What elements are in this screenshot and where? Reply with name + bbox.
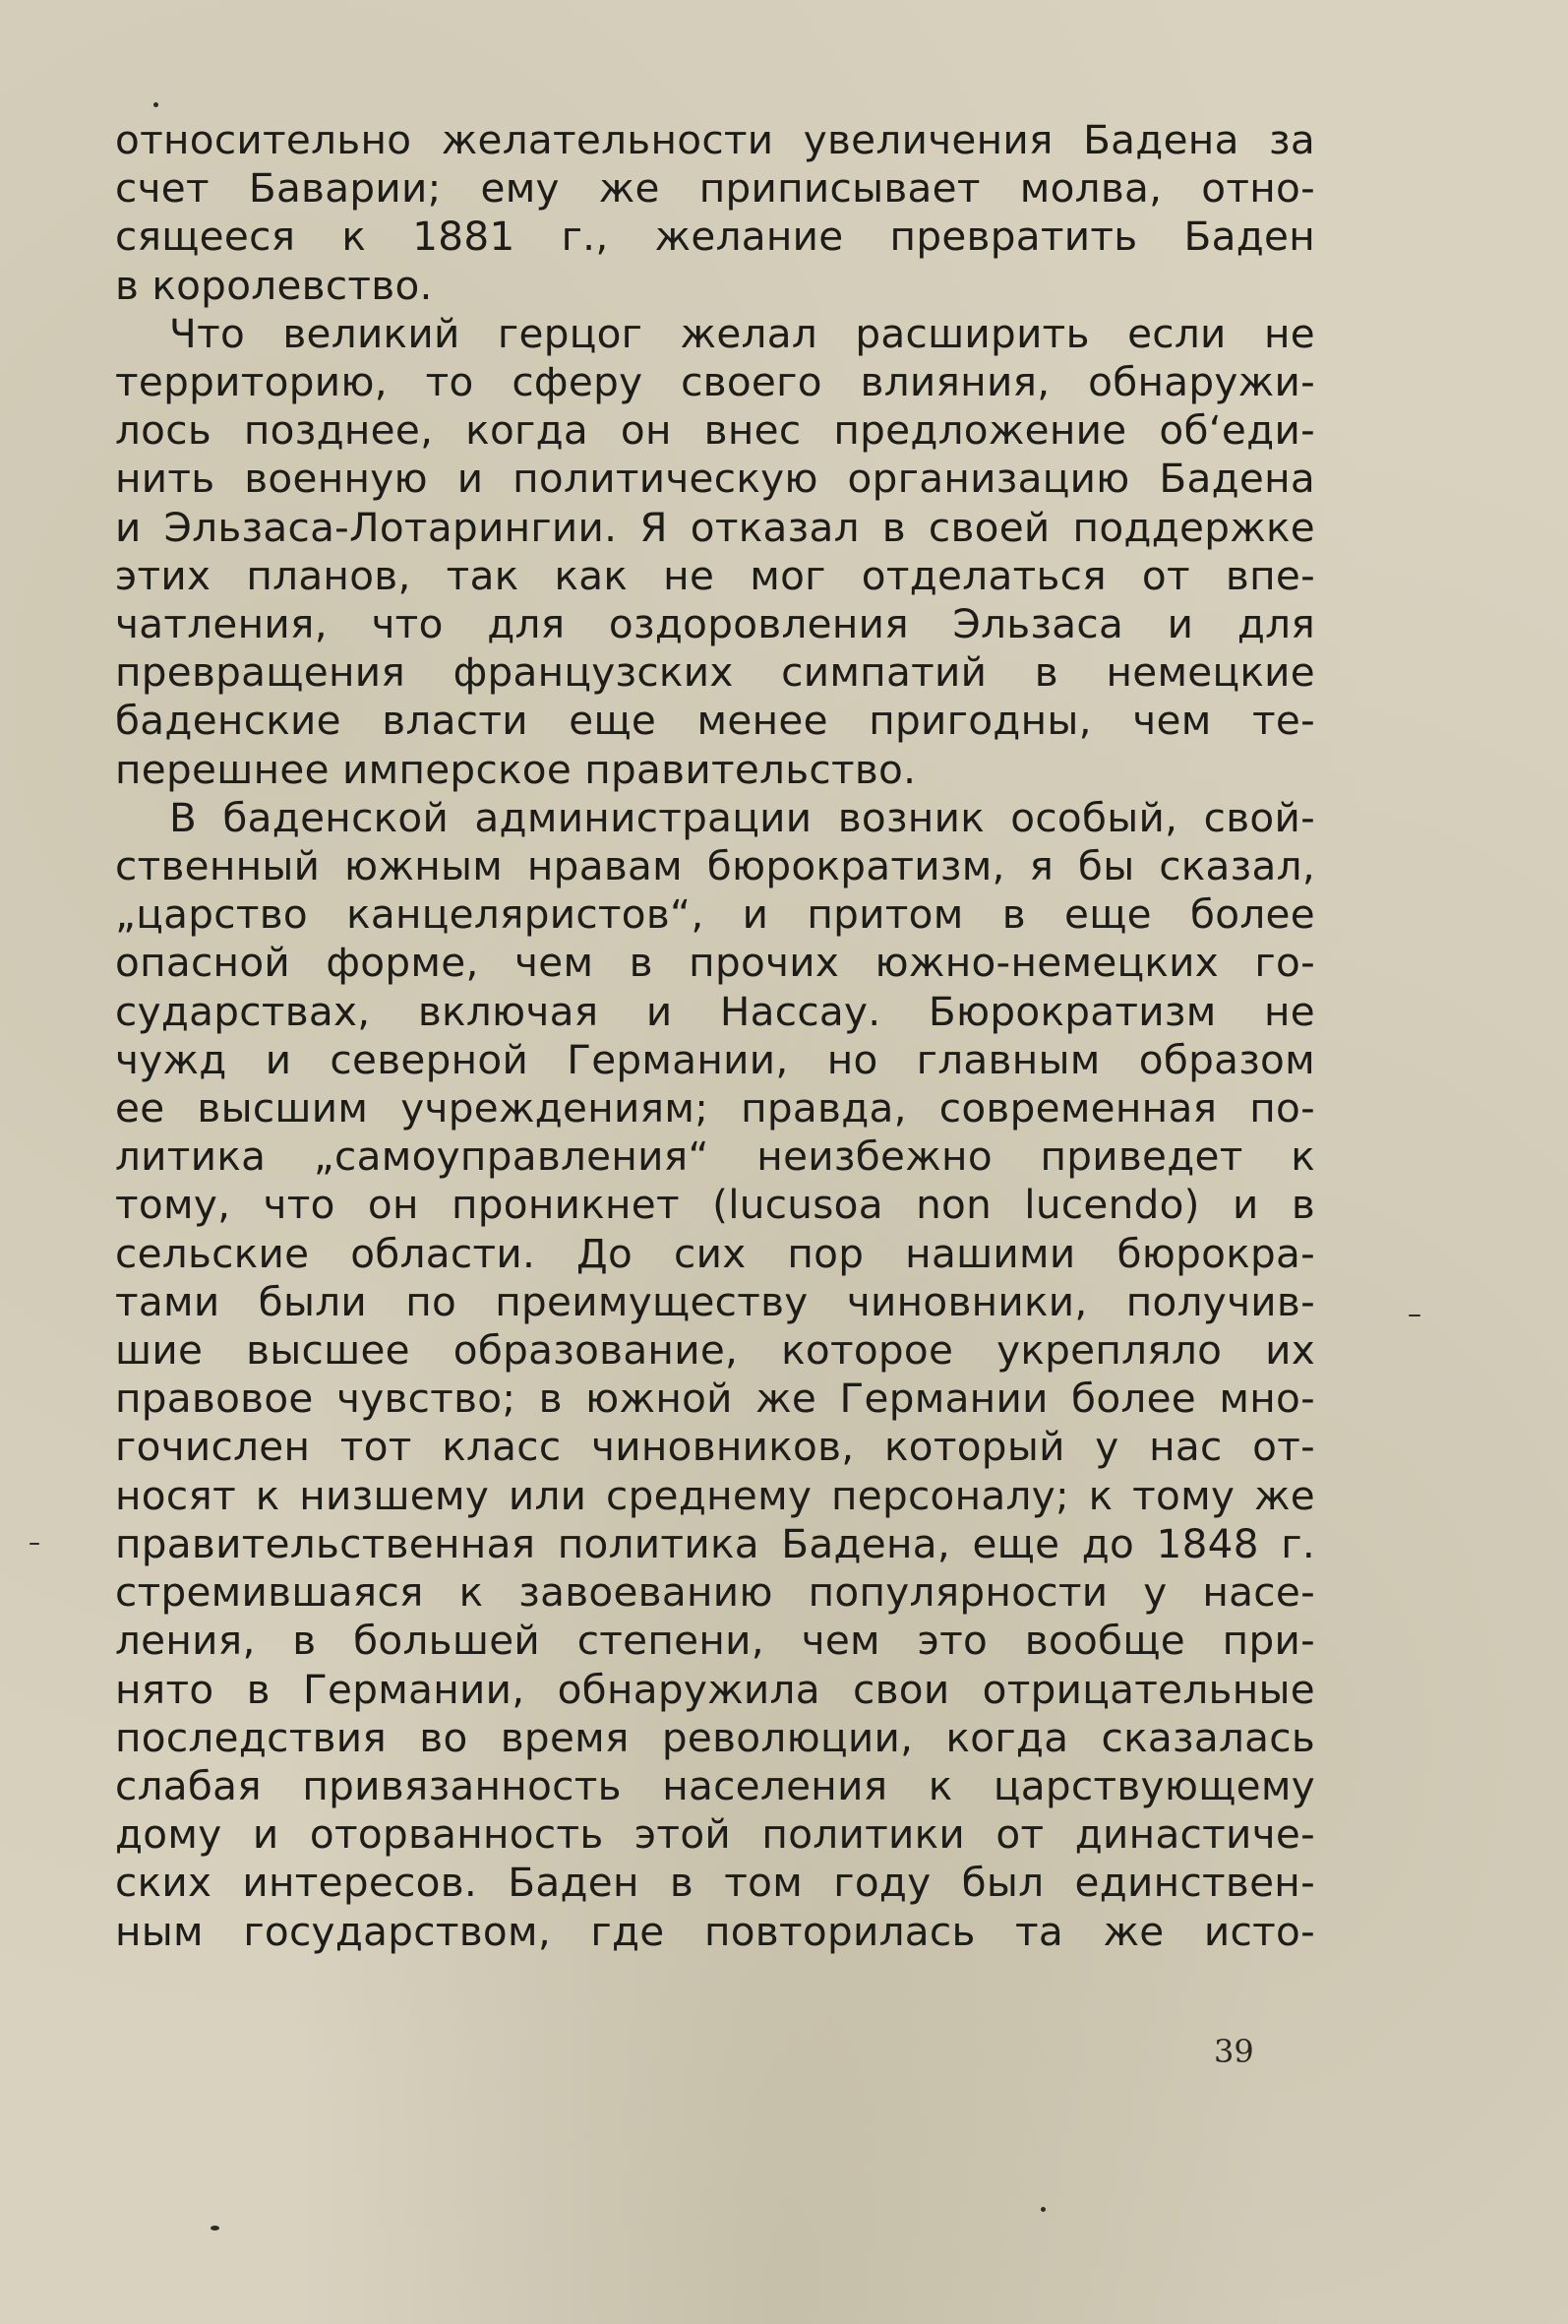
paper-speck [211,2226,219,2231]
text-line: шие высшее образование, которое укрепляло их [115,1326,1315,1375]
text-line: ственный южным нравам бюрократизм, я бы сказал, [115,842,1315,890]
body-text [115,116,1315,1956]
text-line: и Эльзаса-Лотарингии. Я отказал в своей поддержке [115,503,1315,551]
text-line: лось позднее, когда он внес предложение об‘еди- [115,406,1315,455]
text-line: сельские области. До сих пор нашими бюрокра- [115,1229,1315,1277]
text-line: чужд и северной Германии, но главным образом [115,1035,1315,1083]
text-line: нить военную и политическую организацию Бадена [115,455,1315,503]
paper-speck [30,1543,39,1545]
text-line: носят к низшему или среднему персоналу; к тому же [115,1471,1315,1519]
text-line: тому, что он проникнет (lucusoa non lucendo) и в [115,1181,1315,1229]
text-line: счет Баварии; ему же приписывает молва, отно- [115,164,1315,213]
text-line: ских интересов. Баден в том году был единствен- [115,1859,1315,1907]
text-line: чатления, что для оздоровления Эльзаса и для [115,600,1315,648]
text-line: этих планов, так как не мог отделаться от впе- [115,551,1315,599]
text-line: В баденской администрации возник особый, свой- [169,793,1315,841]
page-number: 39 [1214,2033,1254,2070]
text-line: дому и оторванность этой политики от династиче- [115,1810,1315,1859]
text-line: правительственная политика Бадена, еще до 1848 г. [115,1519,1315,1567]
text-line: перешнее имперское правительство. [115,745,917,793]
text-line: гочислен тот класс чиновников, который у нас от- [115,1423,1315,1471]
text-line: ее высшим учреждениям; правда, современная по- [115,1084,1315,1132]
text-line: нято в Германии, обнаружила свои отрицательные [115,1665,1315,1713]
text-line: „царство канцеляристов“, и притом в еще более [115,890,1315,939]
text-line: стремившаяся к завоеванию популярности у насе- [115,1568,1315,1617]
text-line: сударствах, включая и Нассау. Бюрократизм не [115,987,1315,1035]
text-line: литика „самоуправления“ неизбежно приведет к [115,1132,1315,1181]
text-line: относительно желательности увеличения Бадена за [115,116,1315,163]
paper-speck [1409,1315,1420,1316]
paper-speck [1041,2207,1046,2212]
text-line: правовое чувство; в южной же Германии более мно- [115,1375,1315,1423]
text-line: Что великий герцог желал расширить если не [169,309,1315,357]
text-line: превращения французских симпатий в немецкие [115,648,1315,697]
text-line: опасной форме, чем в прочих южно-немецких го- [115,939,1315,987]
text-line: последствия во время революции, когда сказалась [115,1713,1315,1761]
text-line: территорию, то сферу своего влияния, обнаружи- [115,358,1315,406]
text-line: баденские власти еще менее пригодны, чем те- [115,697,1315,745]
paper-speck [153,102,158,107]
text-line: сящееся к 1881 г., желание превратить Баден [115,213,1315,261]
text-line: ным государством, где повторилась та же исто- [115,1907,1315,1955]
text-line: слабая привязанность населения к царствующему [115,1761,1315,1809]
text-line: тами были по преимуществу чиновники, получив- [115,1277,1315,1325]
text-line: ления, в большей степени, чем это вообще при- [115,1617,1315,1665]
text-line: в королевство. [115,261,433,309]
